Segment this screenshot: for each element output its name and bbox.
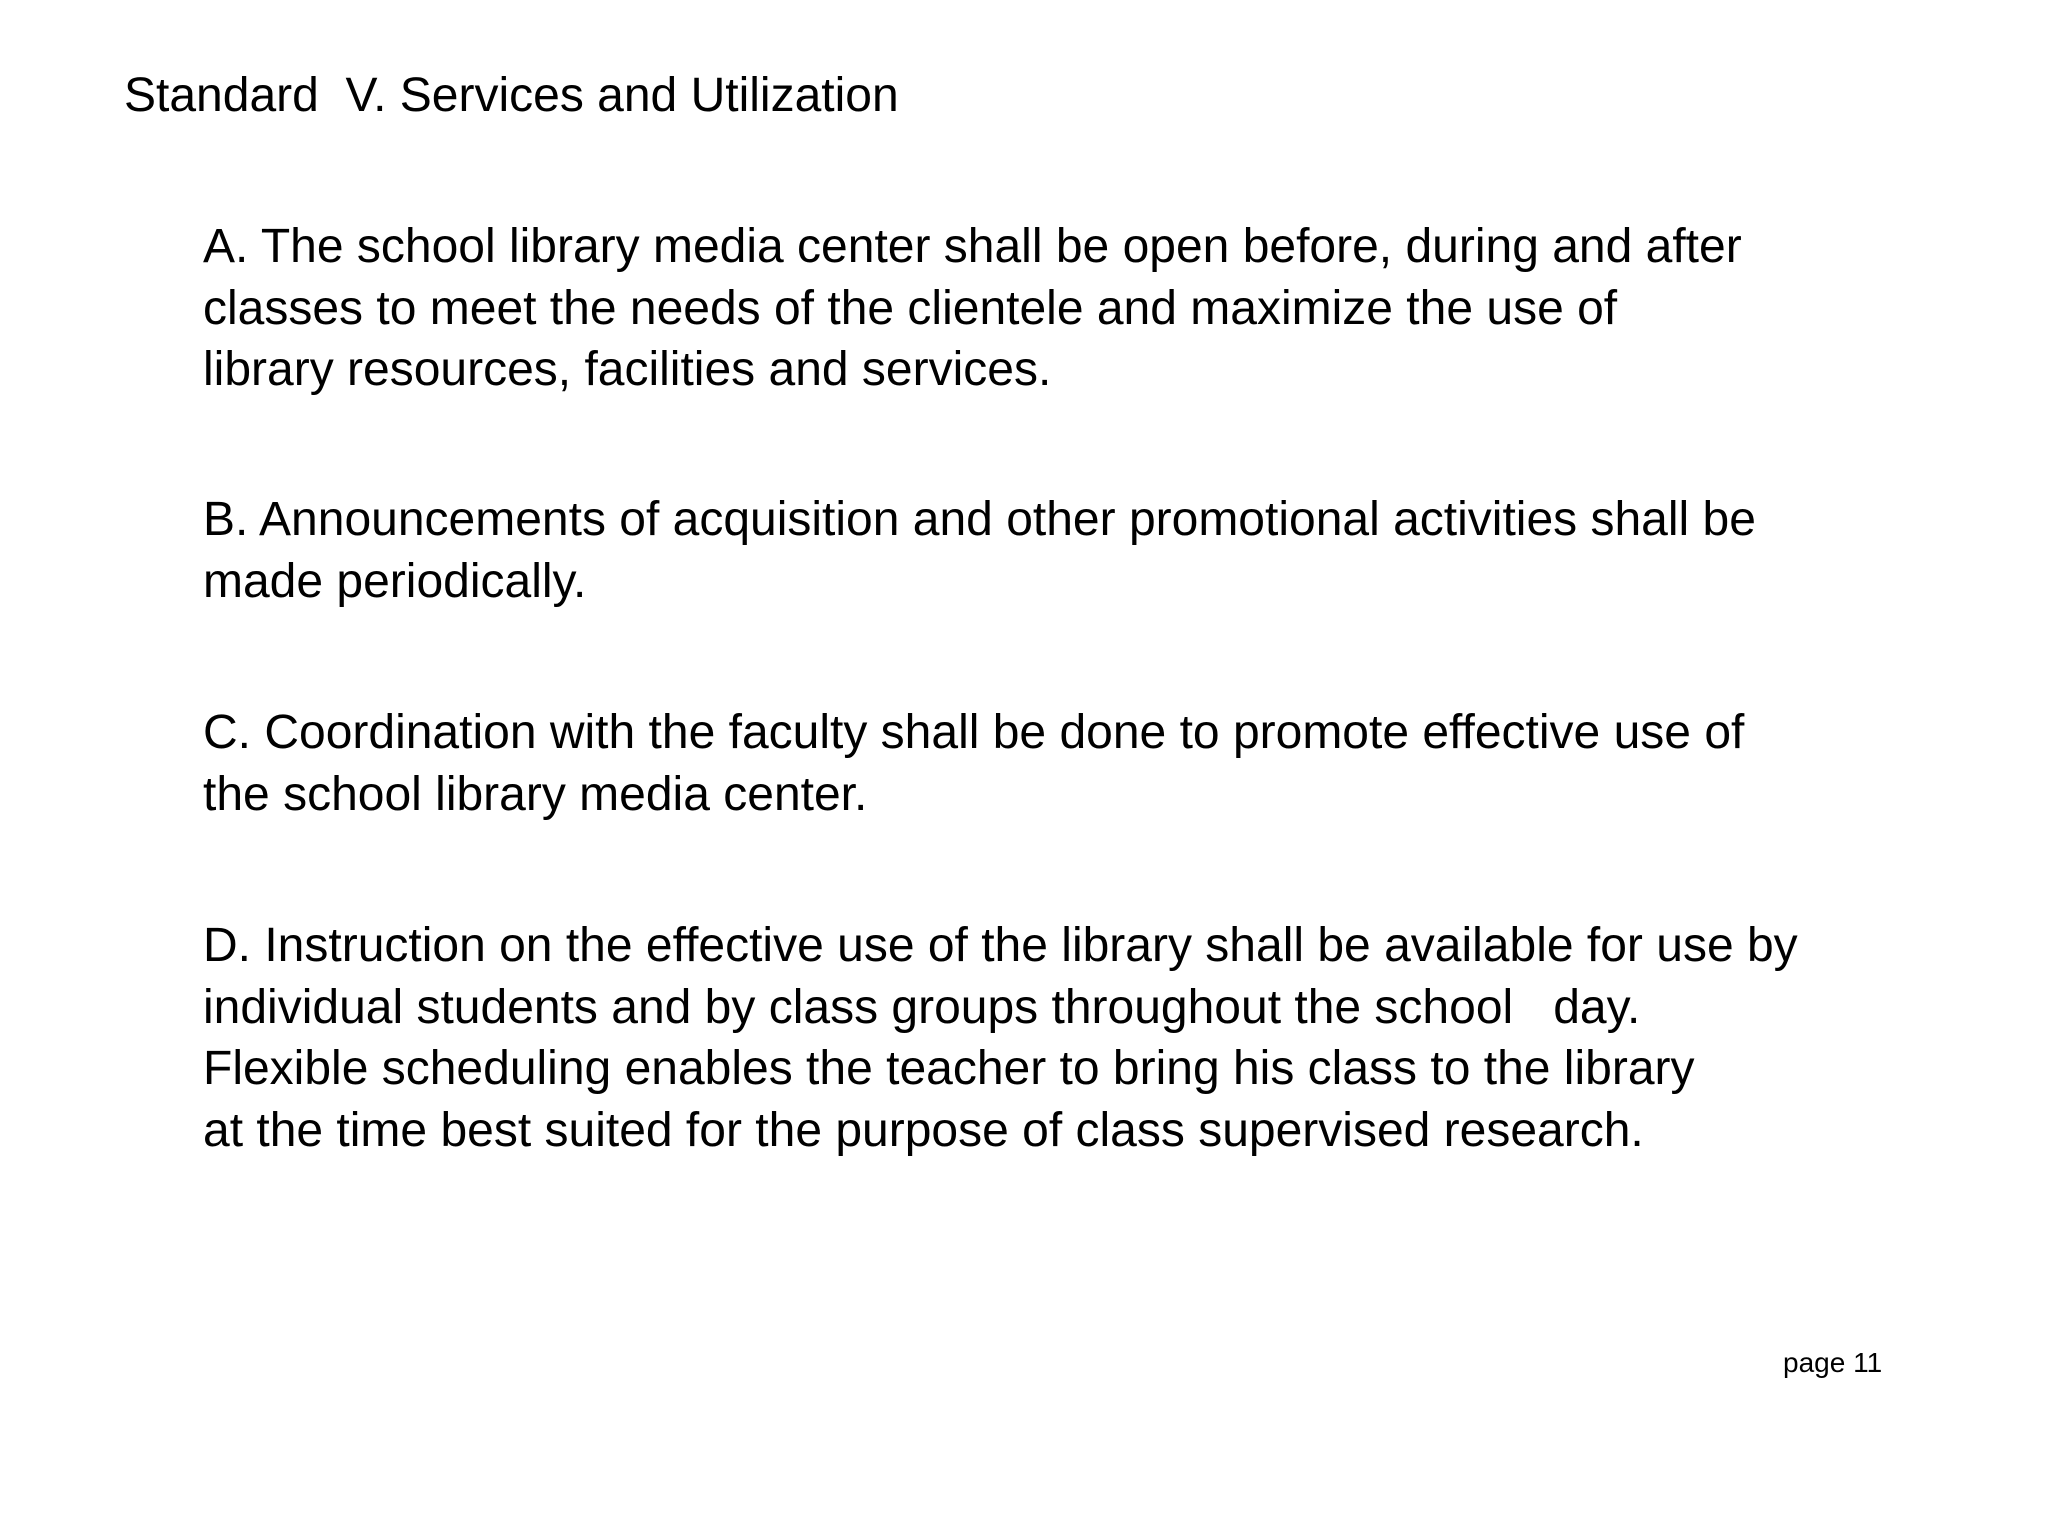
- item-a-line-2: classes to meet the needs of the clientele and maximize the use of: [203, 281, 1618, 335]
- item-d-line-2: individual students and by class groups throughout the school day.: [203, 980, 1641, 1034]
- item-b-line-2: made periodically.: [203, 554, 587, 608]
- item-c-line-1: C. Coordination with the faculty shall be done to promote effective use of: [203, 706, 1745, 759]
- item-d-line-1: D. Instruction on the effective use of the library shall be available for use by: [203, 919, 1798, 972]
- page-title: Standard V. Services and Utilization: [124, 69, 899, 122]
- standard-item-b: [203, 489, 2048, 612]
- item-a-line-3: library resources, facilities and services.: [203, 343, 1052, 396]
- item-a-line-1: A. The school library media center shall be open before, during and after: [203, 220, 1742, 273]
- standard-item-d: [203, 915, 2048, 1161]
- item-d-line-3: Flexible scheduling enables the teacher to bring his class to the library: [203, 1042, 1695, 1095]
- item-d-line-4: at the time best suited for the purpose of class supervised research.: [203, 1103, 1644, 1157]
- item-b-line-1: B. Announcements of acquisition and other promotional activities shall be: [203, 493, 1756, 546]
- page-number: page 11: [1783, 1347, 1883, 1378]
- standard-item-c: [203, 702, 2048, 825]
- standard-item-a: [203, 216, 2048, 401]
- item-c-line-2: the school library media center.: [203, 767, 868, 821]
